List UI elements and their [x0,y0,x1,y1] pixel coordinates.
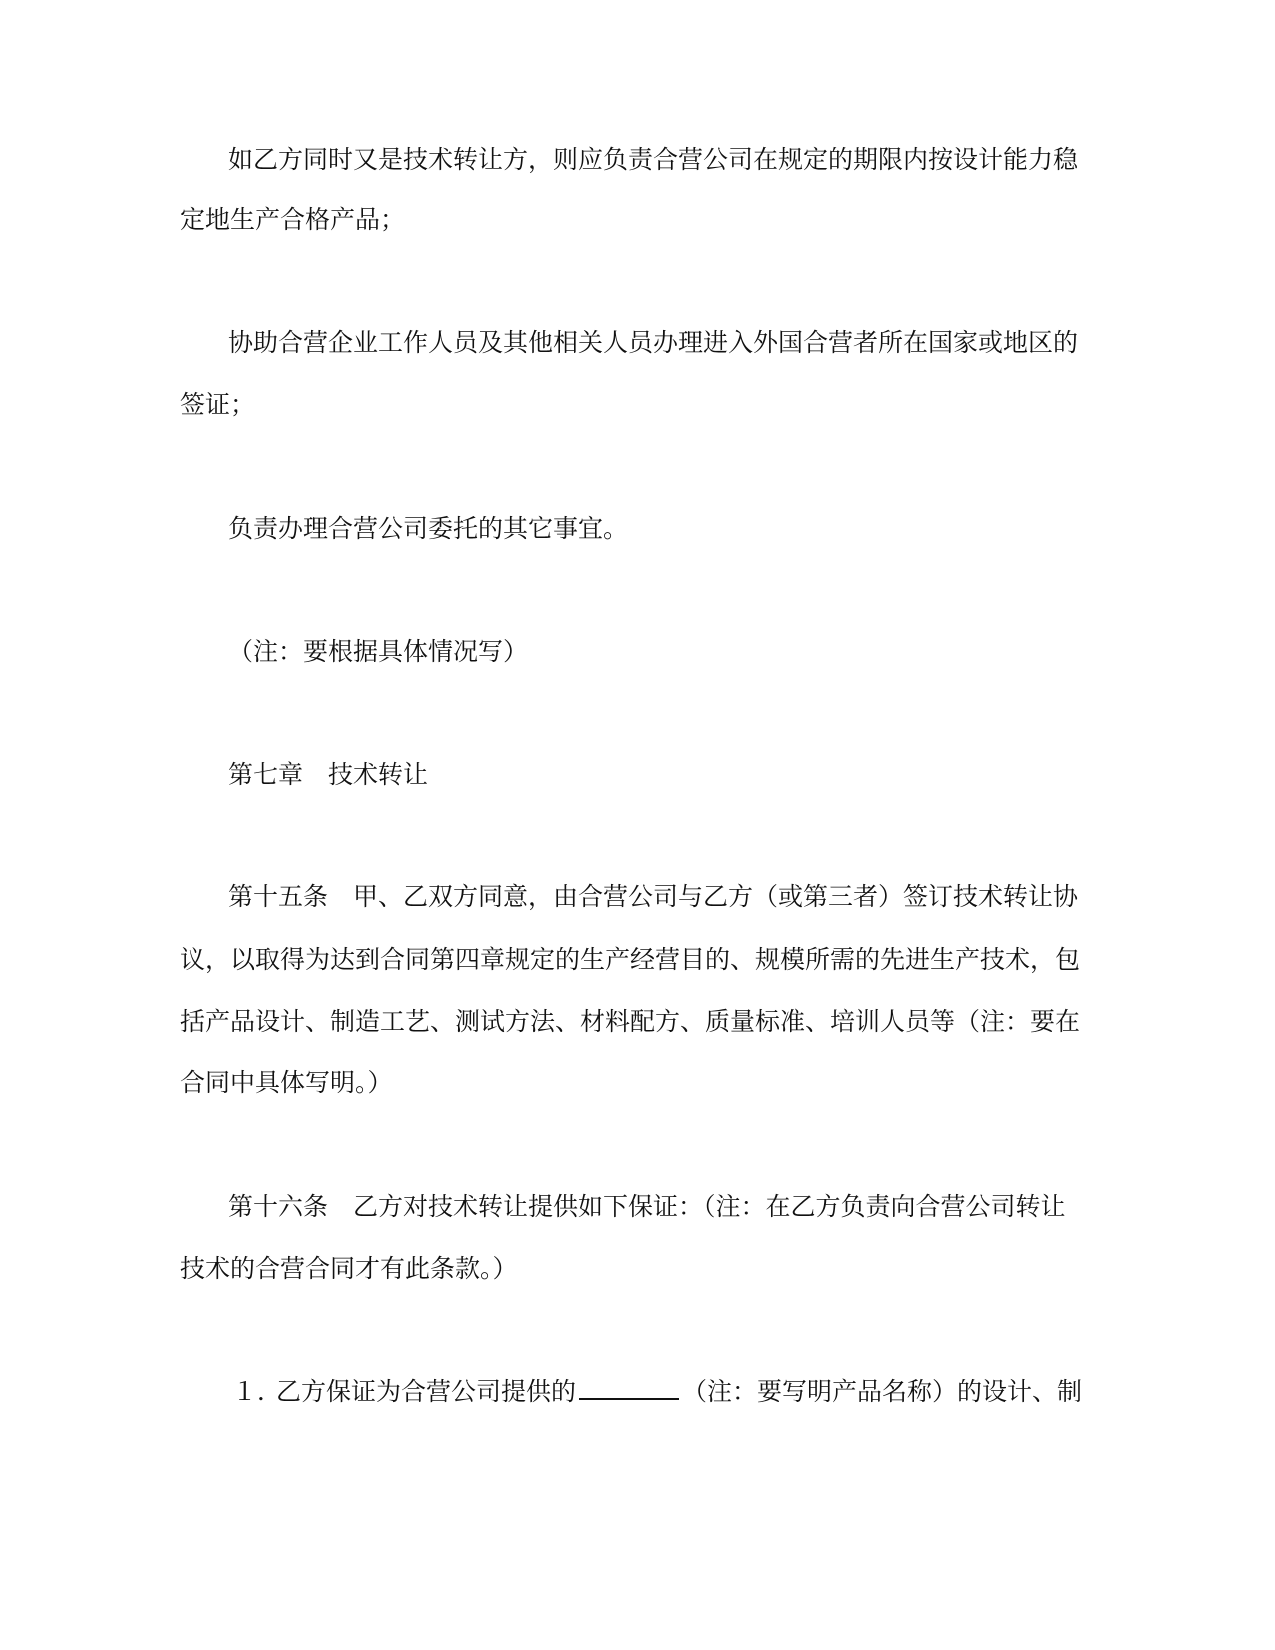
item-text: （注：要写明产品名称）的设计、制 [682,1377,1083,1406]
paragraph-text: 如乙方同时又是技术转让方，则应负责合营公司在规定的期限内按设计能力稳 [228,145,1079,174]
paragraph-text: 负责办理合营公司委托的其它事宜。 [228,514,629,543]
paragraph-line [0,1002,1275,1042]
paragraph-line [0,509,1275,549]
paragraph-line [0,1187,1275,1227]
paragraph-line [0,200,1275,240]
article-text: 第十六条 乙方对技术转让提供如下保证：（注：在乙方负责向合营公司转让 [228,1192,1066,1221]
fill-in-blank [579,1372,679,1400]
paragraph-line [0,877,1275,917]
chapter-title: 第七章 技术转让 [228,760,429,789]
paragraph-line [0,323,1275,363]
paragraph-text: 定地生产合格产品； [180,205,406,234]
paragraph-line [0,1063,1275,1103]
paragraph-line [0,940,1275,980]
paragraph-text: 协助合营企业工作人员及其他相关人员办理进入外国合营者所在国家或地区的 [228,328,1079,357]
chapter-heading [0,755,1275,795]
paragraph-text: 签证； [180,390,256,419]
article-text: 括产品设计、制造工艺、测试方法、材料配方、质量标准、培训人员等（注：要在 [180,1007,1081,1036]
article-text: 第十五条 甲、乙双方同意，由合营公司与乙方（或第三者）签订技术转让协 [228,882,1079,911]
article-text: 技术的合营合同才有此条款。） [180,1254,518,1283]
note-text: （注：要根据具体情况写） [228,637,529,666]
article-text: 议，以取得为达到合同第四章规定的生产经营目的、规模所需的先进生产技术，包 [180,945,1081,974]
note-line [0,632,1275,672]
paragraph-line [0,1249,1275,1289]
item-text: 乙方保证为合营公司提供的 [276,1377,577,1406]
paragraph-line [0,385,1275,425]
item-text-before-blank [276,1372,1082,1412]
item-number: １． [232,1377,283,1406]
paragraph-line [0,140,1275,180]
article-text: 合同中具体写明。） [180,1068,393,1097]
item-line [0,1372,1275,1412]
